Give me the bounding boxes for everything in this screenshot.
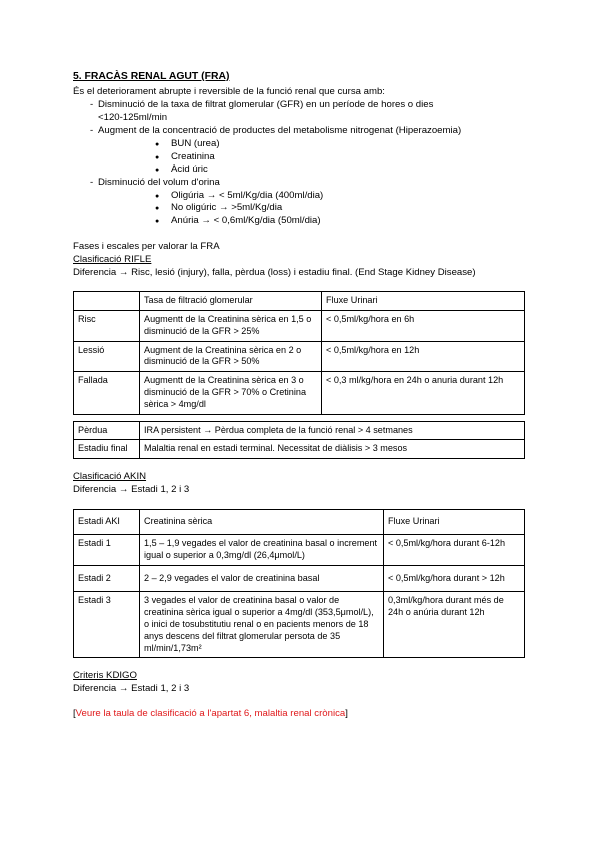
table-cell: Fallada	[74, 372, 140, 414]
list-item-text: Disminució de la taxa de filtrat glomerular (GFR) en un període de hores o dies	[98, 98, 434, 110]
table-header-cell: Fluxe Urinari	[384, 510, 525, 535]
table-cell: 3 vegades el valor de creatinina basal o valor de creatinina sèrica igual o superior a 4mg/dl (353,5μmol/L), o inici de tosubstitutiu renal o en pacients menors de 18 anys descens del filtrat glomerular persota de 35 ml/min/1,73m²	[140, 592, 384, 658]
table-cell: Augment de la Creatinina sèrica en 2 o disminució de la GFR > 50%	[140, 341, 322, 372]
table-cell: Estadi 3	[74, 592, 140, 658]
table-cell: < 0,5ml/kg/hora en 6h	[322, 310, 525, 341]
table-header-cell: Estadi AKI	[74, 510, 140, 535]
table-header-cell: Tasa de filtració glomerular	[140, 292, 322, 311]
note-text: Veure la taula de clasificació a l'apartat 6, malaltia renal crònica	[75, 708, 346, 720]
phases-heading: Fases i escales per valorar la FRA	[73, 241, 220, 253]
list-item	[73, 99, 533, 125]
table-header-cell	[74, 292, 140, 311]
rifle-heading: Clasificació RIFLE	[73, 254, 152, 266]
table-cell: Lessió	[74, 341, 140, 372]
table-cell: Estadi 2	[74, 565, 140, 592]
table-header-row	[74, 292, 525, 311]
list-item	[73, 125, 533, 177]
note-bracket: [	[73, 708, 76, 720]
sub-list-item: ● Oligúria → < 5ml/Kg/dia (400ml/dia)	[98, 190, 533, 203]
table-cell: < 0,5ml/kg/hora durant > 12h	[384, 565, 525, 592]
table-header-cell: Creatinina sèrica	[140, 510, 384, 535]
table-row	[74, 440, 525, 459]
table-row	[74, 534, 525, 565]
table-row	[74, 592, 525, 658]
akin-difference: Diferencia → Estadi 1, 2 i 3	[73, 484, 190, 496]
table-cell: 0,3ml/kg/hora durant més de 24h o anúria durant 12h	[384, 592, 525, 658]
sub-list-item: ● No oligúric → >5ml/Kg/dia	[98, 202, 533, 215]
table-cell: 1,5 – 1,9 vegades el valor de creatinina basal o increment igual o superior a 0,3mg/dl (26,4μmol/L)	[140, 534, 384, 565]
table-cell: < 0,5ml/kg/hora en 12h	[322, 341, 525, 372]
cross-reference-note	[73, 708, 533, 721]
table-cell: Risc	[74, 310, 140, 341]
sub-list-item: ● BUN (urea)	[98, 138, 533, 151]
criteria-list	[73, 99, 533, 228]
table-cell: Augmentt de la Creatinina sèrica en 3 o disminució de la GFR > 70% o Cretinina sèrica > 4mg/dl	[140, 372, 322, 414]
rifle-table-continued	[73, 421, 525, 460]
table-cell: Estadi 1	[74, 534, 140, 565]
table-row	[74, 341, 525, 372]
note-bracket: ]	[345, 708, 348, 720]
sub-list-item: ● Anúria → < 0,6ml/Kg/dia (50ml/dia)	[98, 215, 533, 228]
document-page	[73, 70, 533, 721]
table-row	[74, 421, 525, 440]
table-cell: Estadiu final	[74, 440, 140, 459]
table-header-cell: Fluxe Urinari	[322, 292, 525, 311]
table-row	[74, 372, 525, 414]
table-row	[74, 565, 525, 592]
table-header-row	[74, 510, 525, 535]
table-cell: < 0,5ml/kg/hora durant 6-12h	[384, 534, 525, 565]
section-title: 5. FRACÀS RENAL AGUT (FRA)	[73, 71, 230, 82]
kdigo-difference: Diferencia → Estadi 1, 2 i 3	[73, 683, 190, 695]
kdigo-heading: Criteris KDIGO	[73, 670, 137, 682]
table-cell: 2 – 2,9 vegades el valor de creatinina basal	[140, 565, 384, 592]
rifle-table	[73, 291, 525, 415]
sub-list-item: ● Creatinina	[98, 151, 533, 164]
akin-table	[73, 509, 525, 658]
table-cell: < 0,3 ml/kg/hora en 24h o anuria durant 12h	[322, 372, 525, 414]
table-cell: Malaltia renal en estadi terminal. Necessitat de diàlisis > 3 mesos	[140, 440, 525, 459]
list-item-text: Augment de la concentració de productes del metabolisme nitrogenat (Hiperazoemia)	[98, 124, 462, 136]
sub-list-item: ● Àcid úric	[98, 164, 533, 177]
list-item-text: <120-125ml/min	[98, 111, 168, 123]
intro-text: És el deteriorament abrupte i reversible de la funció renal que cursa amb:	[73, 86, 385, 98]
rifle-difference: Diferencia → Risc, lesió (injury), falla, pèrdua (loss) i estadiu final. (End Stage Kidney Disease)	[73, 267, 476, 279]
table-row	[74, 310, 525, 341]
table-cell: IRA persistent → Pèrdua completa de la funció renal > 4 setmanes	[140, 421, 525, 440]
table-cell: Augmentt de la Creatinina sèrica en 1,5 o disminució de la GFR > 25%	[140, 310, 322, 341]
list-item-text: Disminució del volum d'orina	[98, 176, 220, 188]
list-item	[73, 177, 533, 229]
akin-heading: Clasificació AKIN	[73, 471, 147, 483]
table-cell: Pèrdua	[74, 421, 140, 440]
